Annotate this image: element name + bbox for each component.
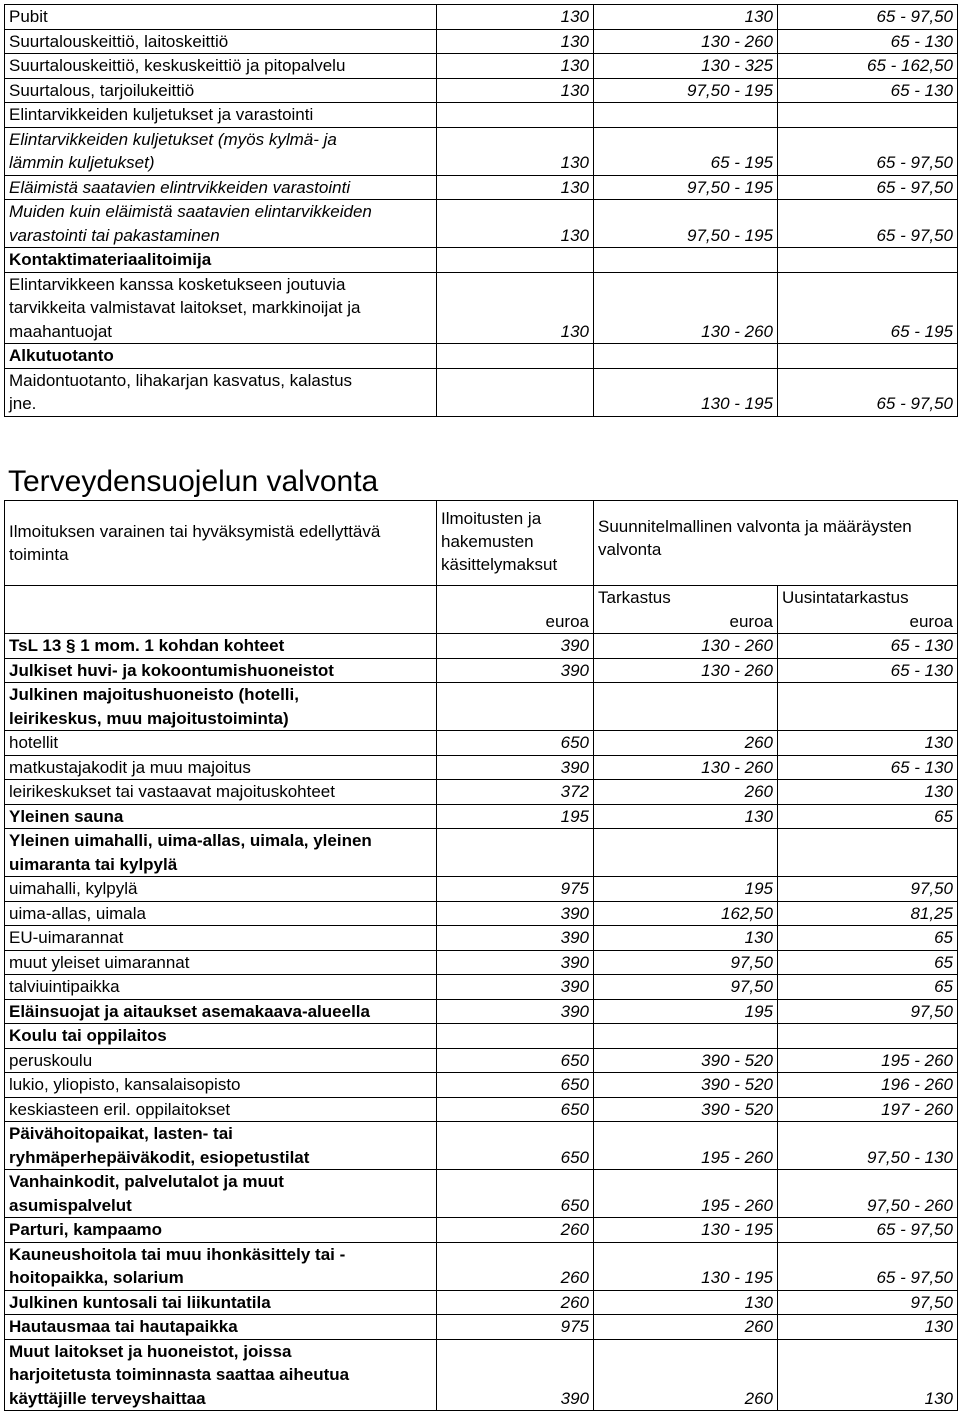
fee-value-a	[437, 1024, 594, 1049]
fee-value-a: 975	[437, 877, 594, 902]
row-label: matkustajakodit ja muu majoitus	[5, 755, 437, 780]
row-label-line: Julkinen majoitushuoneisto (hotelli,	[9, 685, 299, 704]
fee-value-c: 130	[778, 1339, 958, 1411]
fee-value-c	[778, 683, 958, 731]
table-row	[5, 175, 958, 200]
table-row	[5, 804, 958, 829]
section-title: Terveydensuojelun valvonta	[8, 465, 379, 498]
fee-value-b: 97,50 - 195	[594, 78, 778, 103]
row-label-line: varastointi tai pakastaminen	[9, 225, 220, 245]
row-label: Hautausmaa tai hautapaikka	[5, 1315, 437, 1340]
fee-value-a: 390	[437, 755, 594, 780]
fee-value-a: 130	[437, 5, 594, 30]
table-row	[5, 1170, 958, 1218]
table-row	[5, 829, 958, 877]
fee-value-c: 65 - 130	[778, 78, 958, 103]
fee-value-c: 97,50 - 260	[778, 1170, 958, 1218]
table-row	[5, 999, 958, 1024]
fee-value-b: 97,50	[594, 950, 778, 975]
header-processing-fees: Ilmoitusten ja hakemusten käsittelymaksut	[437, 501, 594, 586]
row-label	[5, 829, 437, 877]
fee-value-c: 97,50	[778, 877, 958, 902]
fee-value-c: 65 - 97,50	[778, 200, 958, 248]
row-label	[5, 200, 437, 248]
table-row	[5, 780, 958, 805]
row-label-line: harjoitetusta toiminnasta saattaa aiheutua	[9, 1365, 350, 1384]
table-row	[5, 926, 958, 951]
subheader-inspection: Tarkastus	[594, 586, 778, 610]
fee-value-a: 390	[437, 658, 594, 683]
fee-value-b	[594, 103, 778, 128]
fee-value-a: 390	[437, 926, 594, 951]
row-label-line: Elintarvikkeen kanssa kosketukseen joutuvia	[9, 274, 346, 294]
fee-value-c: 196 - 260	[778, 1073, 958, 1098]
row-label-line: leirikeskus, muu majoitustoiminta)	[9, 708, 289, 728]
fee-value-b: 260	[594, 1339, 778, 1411]
fee-value-b: 390 - 520	[594, 1097, 778, 1122]
unit-euro: euroa	[778, 610, 958, 634]
row-label	[5, 1122, 437, 1170]
fee-value-a: 260	[437, 1218, 594, 1243]
fee-value-a: 130	[437, 78, 594, 103]
fee-value-a	[437, 683, 594, 731]
fee-value-a: 390	[437, 950, 594, 975]
fee-value-a: 390	[437, 975, 594, 1000]
fee-value-a: 260	[437, 1242, 594, 1290]
row-label: Suurtalouskeittiö, laitoskeittiö	[5, 29, 437, 54]
row-label: Elintarvikkeiden kuljetukset ja varastointi	[5, 103, 437, 128]
fee-value-c	[778, 103, 958, 128]
fee-value-b: 130 - 260	[594, 755, 778, 780]
fee-value-b: 260	[594, 1315, 778, 1340]
row-label	[5, 127, 437, 175]
fee-value-b: 130 - 260	[594, 29, 778, 54]
row-label: Eläinsuojat ja aitaukset asemakaava-alueella	[5, 999, 437, 1024]
fee-value-b: 130 - 260	[594, 658, 778, 683]
fee-value-b: 260	[594, 780, 778, 805]
fee-value-c: 65 - 97,50	[778, 175, 958, 200]
table-row	[5, 1290, 958, 1315]
fee-value-c	[778, 1024, 958, 1049]
fee-value-b: 390 - 520	[594, 1048, 778, 1073]
fee-value-b: 97,50	[594, 975, 778, 1000]
row-label: uimahalli, kylpylä	[5, 877, 437, 902]
row-label-line: Yleinen uimahalli, uima-allas, uimala, yleinen	[9, 831, 372, 850]
fee-value-b: 130 - 260	[594, 272, 778, 344]
fee-value-b: 260	[594, 731, 778, 756]
fee-value-b: 97,50 - 195	[594, 175, 778, 200]
row-label-line: lämmin kuljetukset)	[9, 153, 155, 172]
fee-value-b: 130 - 325	[594, 54, 778, 79]
fee-value-a	[437, 368, 594, 416]
fee-value-a	[437, 103, 594, 128]
unit-row	[5, 610, 958, 634]
table-row	[5, 950, 958, 975]
fee-value-c: 65 - 97,50	[778, 5, 958, 30]
fee-value-c: 65 - 195	[778, 272, 958, 344]
unit-euro: euroa	[594, 610, 778, 634]
table-row	[5, 975, 958, 1000]
table-row	[5, 103, 958, 128]
fee-value-c	[778, 829, 958, 877]
row-label-line: uimaranta tai kylpylä	[9, 854, 178, 874]
fee-value-c: 195 - 260	[778, 1048, 958, 1073]
row-label: talviuintipaikka	[5, 975, 437, 1000]
fee-value-c: 81,25	[778, 901, 958, 926]
fee-value-c: 65 - 130	[778, 658, 958, 683]
fee-value-b: 130	[594, 1290, 778, 1315]
fee-value-a: 130	[437, 54, 594, 79]
fee-value-b: 162,50	[594, 901, 778, 926]
row-label: Pubit	[5, 5, 437, 30]
fee-value-b: 195 - 260	[594, 1122, 778, 1170]
table-row	[5, 683, 958, 731]
row-label: Koulu tai oppilaitos	[5, 1024, 437, 1049]
row-label: Eläimistä saatavien elintrvikkeiden varastointi	[5, 175, 437, 200]
fee-value-a: 650	[437, 731, 594, 756]
fee-table-health	[4, 500, 958, 1411]
table-row	[5, 1097, 958, 1122]
row-label: Alkutuotanto	[5, 344, 437, 369]
row-label-line: Muut laitokset ja huoneistot, joissa	[9, 1341, 292, 1361]
row-label-line: ryhmäperhepäiväkodit, esiopetustilat	[9, 1147, 310, 1167]
fee-value-b: 65 - 195	[594, 127, 778, 175]
row-label-line: jne.	[9, 394, 37, 413]
fee-value-a: 130	[437, 272, 594, 344]
fee-value-b	[594, 829, 778, 877]
fee-value-a	[437, 344, 594, 369]
fee-value-b: 130 - 195	[594, 1218, 778, 1243]
row-label	[5, 1242, 437, 1290]
table-row	[5, 29, 958, 54]
table-row	[5, 1315, 958, 1340]
row-label	[5, 368, 437, 416]
row-label-line: Elintarvikkeiden kuljetukset (myös kylmä- ja	[9, 129, 337, 149]
fee-value-c: 130	[778, 731, 958, 756]
table-row	[5, 1122, 958, 1170]
table-row	[5, 5, 958, 30]
fee-value-a: 650	[437, 1122, 594, 1170]
table-row	[5, 272, 958, 344]
fee-value-c	[778, 248, 958, 273]
row-label: Julkinen kuntosali tai liikuntatila	[5, 1290, 437, 1315]
fee-value-a: 372	[437, 780, 594, 805]
row-label: Yleinen sauna	[5, 804, 437, 829]
row-label-line: käyttäjille terveyshaittaa	[9, 1388, 206, 1408]
header-activity: Ilmoituksen varainen tai hyväksymistä edellyttävä toiminta	[5, 501, 437, 586]
row-label: leirikeskukset tai vastaavat majoituskohteet	[5, 780, 437, 805]
row-label-line: Päivähoitopaikat, lasten- tai	[9, 1124, 233, 1143]
fee-value-b	[594, 1024, 778, 1049]
fee-value-b: 130	[594, 5, 778, 30]
fee-value-a: 130	[437, 200, 594, 248]
fee-value-a: 390	[437, 901, 594, 926]
row-label: Suurtalous, tarjoilukeittiö	[5, 78, 437, 103]
fee-value-b: 390 - 520	[594, 1073, 778, 1098]
fee-value-a: 390	[437, 999, 594, 1024]
row-label-line: hoitopaikka, solarium	[9, 1268, 184, 1287]
fee-value-b: 130 - 195	[594, 368, 778, 416]
row-label: Suurtalouskeittiö, keskuskeittiö ja pitopalvelu	[5, 54, 437, 79]
fee-value-c: 97,50	[778, 999, 958, 1024]
table-row	[5, 368, 958, 416]
fee-value-a: 130	[437, 175, 594, 200]
table-row	[5, 755, 958, 780]
fee-value-c: 130	[778, 1315, 958, 1340]
fee-value-c: 65 - 130	[778, 29, 958, 54]
table-row	[5, 1073, 958, 1098]
fee-value-c: 65 - 97,50	[778, 368, 958, 416]
table-row	[5, 634, 958, 659]
table-row	[5, 731, 958, 756]
row-label-line: Kauneushoitola tai muu ihonkäsittely tai -	[9, 1244, 346, 1264]
fee-value-b: 130 - 195	[594, 1242, 778, 1290]
table-row	[5, 1242, 958, 1290]
fee-value-a: 650	[437, 1048, 594, 1073]
unit-euro: euroa	[437, 610, 594, 634]
row-label: uima-allas, uimala	[5, 901, 437, 926]
fee-value-c: 65	[778, 975, 958, 1000]
row-label	[5, 272, 437, 344]
fee-value-c: 97,50 - 130	[778, 1122, 958, 1170]
table-row	[5, 127, 958, 175]
fee-value-a: 130	[437, 127, 594, 175]
fee-value-a: 130	[437, 29, 594, 54]
header-supervision: Suunnitelmallinen valvonta ja määräysten valvonta	[594, 501, 958, 586]
fee-value-a: 650	[437, 1073, 594, 1098]
fee-value-a	[437, 248, 594, 273]
subheader-reinspection: Uusintatarkastus	[778, 586, 958, 610]
row-label-line: Muiden kuin eläimistä saatavien elintarvikkeiden	[9, 202, 372, 221]
table-row	[5, 54, 958, 79]
subheader-row	[5, 586, 958, 610]
fee-value-c	[778, 344, 958, 369]
fee-value-a: 260	[437, 1290, 594, 1315]
fee-value-c: 97,50	[778, 1290, 958, 1315]
row-label: Kontaktimateriaalitoimija	[5, 248, 437, 273]
fee-value-c: 65 - 162,50	[778, 54, 958, 79]
row-label: Parturi, kampaamo	[5, 1218, 437, 1243]
row-label-line: Vanhainkodit, palvelutalot ja muut	[9, 1172, 284, 1191]
fee-value-c: 130	[778, 780, 958, 805]
fee-value-a: 195	[437, 804, 594, 829]
row-label	[5, 1170, 437, 1218]
row-label: keskiasteen eril. oppilaitokset	[5, 1097, 437, 1122]
fee-value-a: 650	[437, 1097, 594, 1122]
row-label: hotellit	[5, 731, 437, 756]
header-row	[5, 501, 958, 586]
fee-value-c: 65 - 97,50	[778, 127, 958, 175]
fee-value-c: 65 - 97,50	[778, 1218, 958, 1243]
row-label: Julkiset huvi- ja kokoontumishuoneistot	[5, 658, 437, 683]
table-row	[5, 78, 958, 103]
fee-value-b	[594, 683, 778, 731]
fee-value-c: 65	[778, 926, 958, 951]
table-row	[5, 1218, 958, 1243]
row-label: EU-uimarannat	[5, 926, 437, 951]
fee-value-c: 65	[778, 804, 958, 829]
table-row	[5, 901, 958, 926]
fee-value-c: 197 - 260	[778, 1097, 958, 1122]
fee-value-c: 65	[778, 950, 958, 975]
row-label-line: tarvikkeita valmistavat laitokset, markkinoijat ja	[9, 298, 361, 317]
row-label: peruskoulu	[5, 1048, 437, 1073]
row-label-line: asumispalvelut	[9, 1195, 132, 1215]
fee-value-b: 195	[594, 877, 778, 902]
table-row	[5, 1048, 958, 1073]
row-label-line: Maidontuotanto, lihakarjan kasvatus, kalastus	[9, 370, 353, 390]
fee-value-b: 97,50 - 195	[594, 200, 778, 248]
fee-table-food	[4, 4, 958, 417]
table-row	[5, 1024, 958, 1049]
fee-value-b: 195	[594, 999, 778, 1024]
fee-value-b: 195 - 260	[594, 1170, 778, 1218]
table-row	[5, 248, 958, 273]
fee-value-b	[594, 344, 778, 369]
fee-value-b: 130	[594, 804, 778, 829]
fee-value-b: 130 - 260	[594, 634, 778, 659]
fee-value-a: 650	[437, 1170, 594, 1218]
fee-value-a: 390	[437, 634, 594, 659]
row-label: TsL 13 § 1 mom. 1 kohdan kohteet	[5, 634, 437, 659]
fee-value-a	[437, 829, 594, 877]
table-row	[5, 877, 958, 902]
table-row	[5, 200, 958, 248]
row-label	[5, 683, 437, 731]
row-label-line: maahantuojat	[9, 321, 113, 341]
fee-value-a: 975	[437, 1315, 594, 1340]
row-label: muut yleiset uimarannat	[5, 950, 437, 975]
row-label: lukio, yliopisto, kansalaisopisto	[5, 1073, 437, 1098]
fee-value-a: 390	[437, 1339, 594, 1411]
fee-value-c: 65 - 130	[778, 634, 958, 659]
table-row	[5, 344, 958, 369]
fee-value-c: 65 - 97,50	[778, 1242, 958, 1290]
fee-value-b	[594, 248, 778, 273]
fee-value-c: 65 - 130	[778, 755, 958, 780]
fee-value-b: 130	[594, 926, 778, 951]
table-row	[5, 658, 958, 683]
